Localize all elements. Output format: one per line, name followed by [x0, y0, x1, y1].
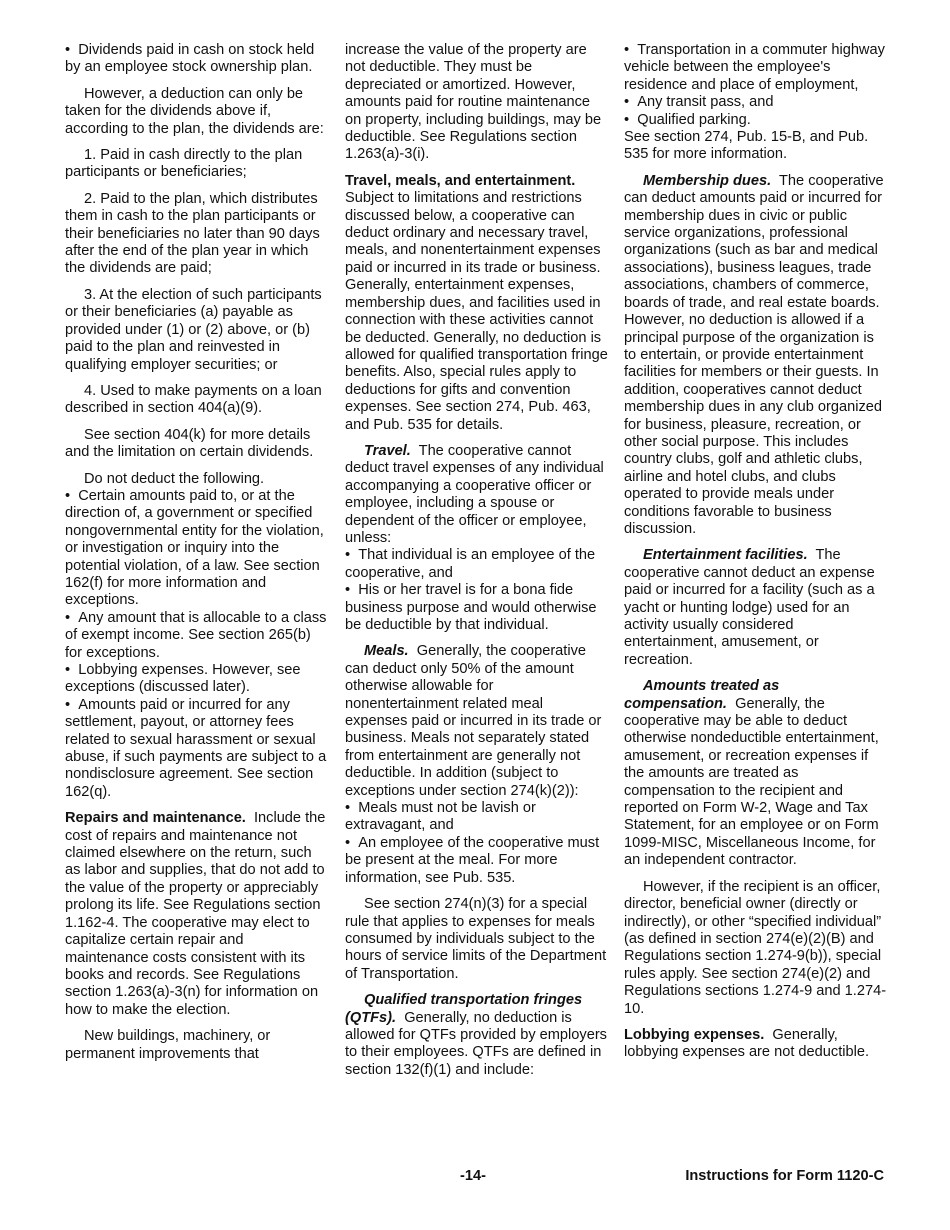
- text-lobbying: Generally, lobbying expenses are not deductible.: [624, 1026, 870, 1061]
- text-travel-meals: Subject to limitations and restrictions discussed below, a cooperative can deduct ordinary and necessary travel, meals, and nonentertainment expenses paid or incurred in its trade or business. Generally, entertainment expenses, membership dues, and facilities used in connection with these activities cannot be deducted. Generally, no deduction is allowed for qualified transportation fringe benefits. Also, special rules apply to deductions for gifts and convention expenses. See section 274, Pub. 463, and Pub. 535 for details.: [345, 190, 608, 433]
- column-left: [65, 42, 328, 1072]
- page-number: -14-: [460, 1168, 486, 1184]
- heading-meals: Meals.: [364, 643, 409, 660]
- bullet-lobbying: • Lobbying expenses. However, see exceptions (discussed later).: [65, 662, 328, 697]
- list-item-1: 1. Paid in cash directly to the plan participants or beneficiaries;: [65, 147, 303, 181]
- paragraph-membership-dues: [624, 173, 887, 539]
- heading-repairs: Repairs and maintenance.: [65, 810, 246, 827]
- bullet-parking: • Qualified parking.: [624, 112, 887, 129]
- paragraph-repairs: [65, 810, 328, 1019]
- bullet-travel-bona-fide: • His or her travel is for a bona fide business purpose and would otherwise be deductible by that individual.: [345, 582, 608, 634]
- text-meals: Generally, the cooperative can deduct only 50% of the amount otherwise allowable for nonentertainment related meal expenses paid or incurred in its trade or business. Meals not separately stated from entertainment are generally not deductible. In addition (subject to exceptions under section 274(k)(2)):: [345, 643, 602, 799]
- paragraph-do-not-deduct: Do not deduct the following.: [84, 470, 265, 487]
- paragraph-compensation: [624, 678, 887, 869]
- paragraph-travel: [345, 443, 608, 547]
- heading-travel: Travel.: [364, 442, 411, 459]
- bullet-commuter: • Transportation in a commuter highway vehicle between the employee's residence and place of employment,: [624, 42, 887, 94]
- text-compensation: Generally, the cooperative may be able to deduct otherwise nondeductible entertainment, amusement, or recreation expenses if the amounts are treated as compensation to the recipient and reported on Form W-2, Wage and Tax Statement, for an employee or on Form 1099-MISC, Miscellaneous Income, for an independent contractor.: [624, 695, 879, 869]
- text-repairs: Include the cost of repairs and maintenance not claimed elsewhere on the return, such as labor and supplies, that do not add to the value of the property or appreciably prolong its life. See Regulations section 1.162-4. The cooperative may elect to capitalize certain repair and maintenance costs consistent with its books and records. See Regulations section 1.263(a)-3(n) for information on how to make the election.: [65, 810, 326, 1018]
- paragraph-274n3: See section 274(n)(3) for a special rule that applies to expenses for meals consumed by individuals subject to the hours of service limits of the Department of Transportation.: [345, 896, 607, 982]
- list-item-4: 4. Used to make payments on a loan described in section 404(a)(9).: [65, 382, 322, 417]
- paragraph-see-404k: See section 404(k) for more details and the limitation on certain dividends.: [65, 426, 314, 461]
- paragraph-lobbying: [624, 1027, 887, 1062]
- heading-entertainment-facilities: Entertainment facilities.: [643, 547, 808, 564]
- bullet-travel-employee: • That individual is an employee of the cooperative, and: [345, 547, 608, 582]
- list-item-3: 3. At the election of such participants or their beneficiaries (a) payable as provided under (1) or (2) above, or (b) paid to the plan and reinvested in qualifying employer securities; or: [65, 286, 322, 373]
- paragraph-qtf: [345, 992, 608, 1079]
- column-right: [624, 42, 887, 1071]
- paragraph-specified-individual: However, if the recipient is an officer, director, beneficial owner (directly or indirectly), or other “specified individual” (as defined in section 274(e)(2)(B) and Regulations section 1.274-9(b)), special rules apply. See section 274(e)(2) and Regulations sections 1.274-9 and 1.274-10.: [624, 878, 887, 1017]
- bullet-exempt-income: • Any amount that is allocable to a class of exempt income. See section 265(b) for exceptions.: [65, 610, 328, 662]
- bullet-settlement: • Amounts paid or incurred for any settlement, payout, or attorney fees related to sexual harassment or sexual abuse, if such payments are subject to a nondisclosure agreement. See section 162(q).: [65, 697, 328, 801]
- paragraph-continued: increase the value of the property are not deductible. They must be depreciated or amortized. However, amounts paid for routine maintenance on property, including buildings, may be deductible. See Regulations section 1.263(a)-3(i).: [345, 42, 602, 163]
- paragraph-travel-meals: [345, 173, 608, 434]
- text-travel: The cooperative cannot deduct travel expenses of any individual accompanying a cooperative officer or employee, including a spouse or dependent of the officer or employee, unless:: [345, 442, 604, 546]
- bullet-meals-employee: • An employee of the cooperative must be present at the meal. For more information, see Pub. 535.: [345, 835, 608, 887]
- bullet-transit-pass: • Any transit pass, and: [624, 94, 887, 111]
- text-membership-dues: The cooperative can deduct amounts paid or incurred for membership dues in civic or public service organizations, professional organizations (such as bar and medical associations), business leagues, trade associations, chambers of commerce, boards of trade, and real estate boards. However, no deduction is allowed if a principal purpose of the organization is to entertain, or provide entertainment facilities for members or their guests. In addition, cooperatives cannot deduct membership dues in any club organized for business, pleasure, recreation, or other social purpose. This includes country clubs, golf and athletic clubs, airline and hotel clubs, and clubs operated to provide meals under conditions favorable to business discussion.: [624, 172, 884, 537]
- bullet-government-amounts: • Certain amounts paid to, or at the direction of, a government or specified nongovernmental entity for the violation, or investigation or inquiry into the potential violation, of a law. See section 162(f) for more information and exceptions.: [65, 488, 328, 610]
- heading-lobbying: Lobbying expenses.: [624, 1026, 765, 1043]
- paragraph-new-buildings: New buildings, machinery, or permanent improvements that: [65, 1028, 271, 1062]
- paragraph-however-deduction: However, a deduction can only be taken for the dividends above if, according to the plan, the dividends are:: [65, 85, 324, 137]
- bullet-meals-lavish: • Meals must not be lavish or extravagant, and: [345, 800, 608, 835]
- text-entertainment-facilities: The cooperative cannot deduct an expense paid or incurred for a facility (such as a yacht or hunting lodge) used for an activity usually considered entertainment, amusement, or recreation.: [624, 547, 875, 668]
- paragraph-meals: [345, 643, 608, 800]
- heading-membership-dues: Membership dues.: [643, 172, 772, 189]
- bullet-dividends: • Dividends paid in cash on stock held by an employee stock ownership plan.: [65, 42, 328, 77]
- text-qtf: Generally, no deduction is allowed for QTFs provided by employers to their employees. QTFs are defined in section 132(f)(1) and include:: [345, 1009, 607, 1078]
- heading-qtf: Qualified transportation fringes (QTFs).: [345, 992, 583, 1026]
- heading-travel-meals: Travel, meals, and entertainment.: [345, 172, 576, 189]
- heading-compensation: Amounts treated as compensation.: [624, 678, 780, 712]
- form-title: Instructions for Form 1120-C: [685, 1168, 884, 1184]
- paragraph-see-274: See section 274, Pub. 15-B, and Pub. 535 for more information.: [624, 129, 869, 163]
- list-item-2: 2. Paid to the plan, which distributes them in cash to the plan participants or their beneficiaries no later than 90 days after the end of the plan year in which the dividends are paid;: [65, 190, 320, 277]
- column-middle: [345, 42, 608, 1088]
- paragraph-entertainment-facilities: [624, 547, 887, 669]
